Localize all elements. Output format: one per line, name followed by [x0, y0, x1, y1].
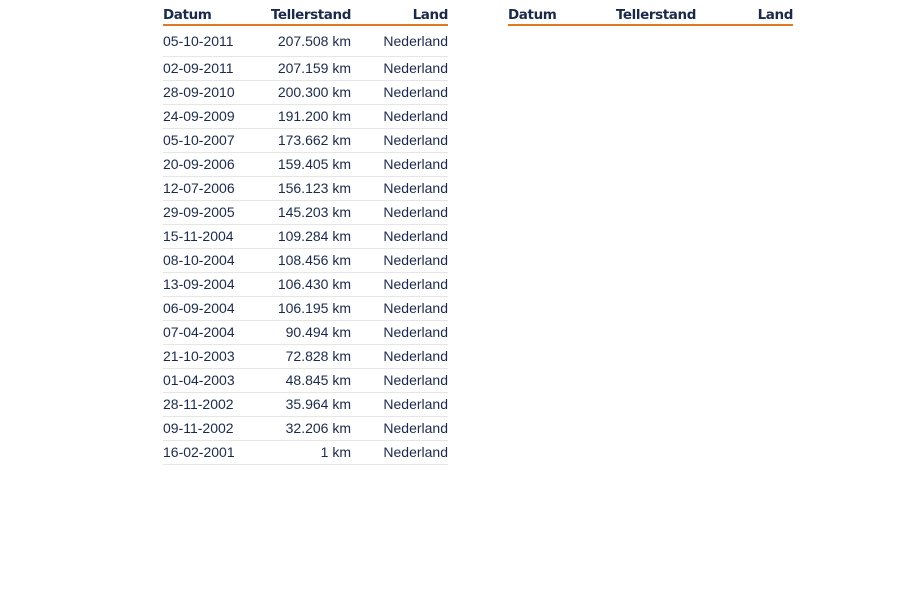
table-row: [163, 177, 448, 201]
odometer-table: [508, 0, 793, 26]
cell-tellerstand: 108.456 km: [263, 249, 351, 273]
cell-datum: 16-02-2001: [163, 441, 263, 465]
cell-tellerstand: 207.159 km: [263, 57, 351, 81]
cell-datum: 02-09-2011: [163, 57, 263, 81]
table-row: [163, 25, 448, 57]
cell-datum: 15-11-2004: [163, 225, 263, 249]
cell-land: Nederland: [351, 81, 448, 105]
cell-land: Nederland: [351, 273, 448, 297]
cell-datum: 24-09-2009: [163, 105, 263, 129]
table-row: [163, 345, 448, 369]
table-header-row: [163, 0, 448, 25]
table-row: [163, 297, 448, 321]
cell-land: Nederland: [351, 177, 448, 201]
table-header-row: [508, 0, 793, 25]
cell-tellerstand: 72.828 km: [263, 345, 351, 369]
table-row: [163, 225, 448, 249]
cell-land: Nederland: [351, 393, 448, 417]
cell-land: Nederland: [351, 201, 448, 225]
cell-tellerstand: 106.430 km: [263, 273, 351, 297]
cell-tellerstand: 191.200 km: [263, 105, 351, 129]
cell-tellerstand: 109.284 km: [263, 225, 351, 249]
cell-land: Nederland: [351, 249, 448, 273]
table-row: [163, 417, 448, 441]
cell-land: Nederland: [351, 369, 448, 393]
table-row: [163, 153, 448, 177]
cell-tellerstand: 207.508 km: [263, 25, 351, 57]
cell-land: Nederland: [351, 417, 448, 441]
header-tellerstand: Tellerstand: [608, 0, 696, 25]
header-land: Land: [351, 0, 448, 25]
cell-land: Nederland: [351, 225, 448, 249]
table-row: [163, 441, 448, 465]
cell-tellerstand: 145.203 km: [263, 201, 351, 225]
table-row: [163, 81, 448, 105]
cell-datum: 28-11-2002: [163, 393, 263, 417]
cell-datum: 06-09-2004: [163, 297, 263, 321]
odometer-history-table-left: [163, 0, 448, 465]
odometer-history-table-right: [508, 0, 793, 26]
cell-land: Nederland: [351, 105, 448, 129]
cell-datum: 05-10-2007: [163, 129, 263, 153]
cell-tellerstand: 159.405 km: [263, 153, 351, 177]
cell-land: Nederland: [351, 441, 448, 465]
header-datum: Datum: [508, 0, 608, 25]
table-row: [163, 273, 448, 297]
cell-tellerstand: 200.300 km: [263, 81, 351, 105]
table-row: [163, 57, 448, 81]
table-row: [163, 321, 448, 345]
cell-land: Nederland: [351, 57, 448, 81]
cell-tellerstand: 32.206 km: [263, 417, 351, 441]
cell-datum: 13-09-2004: [163, 273, 263, 297]
cell-datum: 09-11-2002: [163, 417, 263, 441]
cell-tellerstand: 173.662 km: [263, 129, 351, 153]
table-row: [163, 369, 448, 393]
table-row: [163, 201, 448, 225]
table-row: [163, 393, 448, 417]
table-row: [163, 249, 448, 273]
cell-datum: 05-10-2011: [163, 25, 263, 57]
header-datum: Datum: [163, 0, 263, 25]
table-row: [163, 105, 448, 129]
header-land: Land: [696, 0, 793, 25]
cell-land: Nederland: [351, 297, 448, 321]
cell-datum: 28-09-2010: [163, 81, 263, 105]
cell-land: Nederland: [351, 345, 448, 369]
cell-datum: 29-09-2005: [163, 201, 263, 225]
cell-datum: 21-10-2003: [163, 345, 263, 369]
cell-datum: 07-04-2004: [163, 321, 263, 345]
cell-land: Nederland: [351, 153, 448, 177]
cell-tellerstand: 48.845 km: [263, 369, 351, 393]
cell-tellerstand: 1 km: [263, 441, 351, 465]
table-row: [163, 129, 448, 153]
odometer-table: [163, 0, 448, 465]
table-body: [163, 25, 448, 465]
cell-tellerstand: 90.494 km: [263, 321, 351, 345]
cell-land: Nederland: [351, 321, 448, 345]
cell-tellerstand: 156.123 km: [263, 177, 351, 201]
cell-tellerstand: 106.195 km: [263, 297, 351, 321]
cell-land: Nederland: [351, 129, 448, 153]
cell-land: Nederland: [351, 25, 448, 57]
header-tellerstand: Tellerstand: [263, 0, 351, 25]
cell-datum: 12-07-2006: [163, 177, 263, 201]
cell-datum: 08-10-2004: [163, 249, 263, 273]
cell-tellerstand: 35.964 km: [263, 393, 351, 417]
cell-datum: 20-09-2006: [163, 153, 263, 177]
cell-datum: 01-04-2003: [163, 369, 263, 393]
